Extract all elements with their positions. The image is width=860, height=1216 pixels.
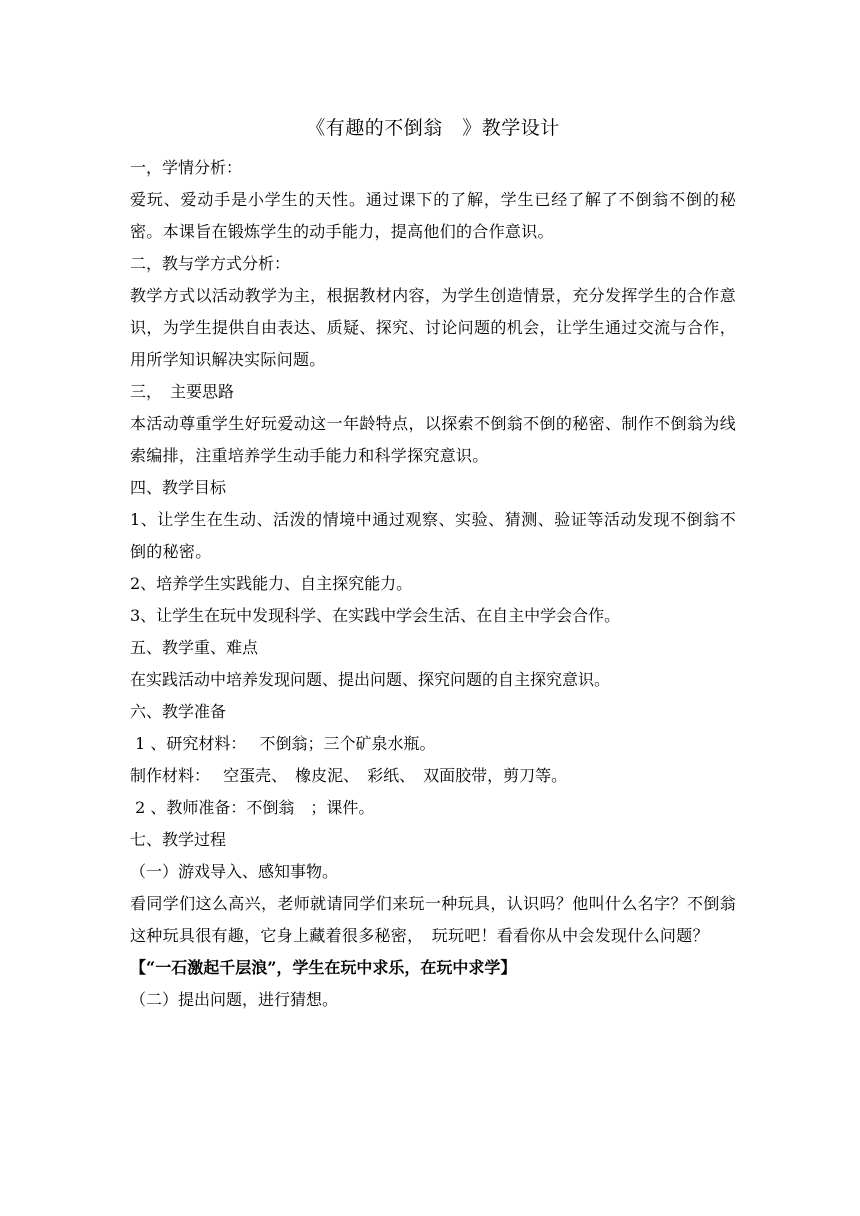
objective-item-3: 3、让学生在玩中发现科学、在实践中学会生活、在自主中学会合作。 <box>130 606 621 625</box>
process-note: 【“一石激起千层浪”，学生在玩中求乐，在玩中求学】 <box>130 958 517 977</box>
section-text-teaching-method: 教学方式以活动教学为主，根据教材内容，为学生创造情景，充分发挥学生的合作意识，为学生提供自由表达、质疑、探究、讨论问题的机会，让学生通过交流与合作，用所学知识解决实际问题。 <box>130 286 736 369</box>
process-subheading-2: （二）提出问题，进行猜想。 <box>130 990 339 1009</box>
section-heading-learning-analysis: 一，学情分析： <box>130 158 243 177</box>
section-heading-key-points: 五、教学重、难点 <box>130 638 259 657</box>
section-heading-preparation: 六、教学准备 <box>130 702 227 721</box>
section-text-learning-analysis: 爱玩、爱动手是小学生的天性。通过课下的了解，学生已经了解了不倒翁不倒的秘密。本课旨在锻炼学生的动手能力，提高他们的合作意识。 <box>130 190 736 241</box>
process-text-1: 看同学们这么高兴，老师就请同学们来玩一种玩具，认识吗？他叫什么名字？不倒翁这种玩具很有趣，它身上藏着很多秘密， 玩玩吧！看看你从中会发现什么问题？ <box>130 894 736 945</box>
section-heading-process: 七、教学过程 <box>130 830 227 849</box>
section-text-key-points: 在实践活动中培养发现问题、提出问题、探究问题的自主探究意识。 <box>130 670 611 689</box>
section-heading-main-idea: 三， 主要思路 <box>130 382 235 401</box>
process-subheading-1: （一）游戏导入、感知事物。 <box>130 862 339 881</box>
section-heading-teaching-method: 二，教与学方式分析： <box>130 254 291 273</box>
section-heading-objectives: 四、教学目标 <box>130 478 227 497</box>
preparation-item-materials: 制作材料： 空蛋壳、 橡皮泥、 彩纸、 双面胶带，剪刀等。 <box>130 766 568 785</box>
preparation-item-1: 1 、研究材料： 不倒翁；三个矿泉水瓶。 <box>130 734 436 753</box>
objective-item-2: 2、培养学生实践能力、自主探究能力。 <box>130 574 413 593</box>
section-text-main-idea: 本活动尊重学生好玩爱动这一年龄特点，以探索不倒翁不倒的秘密、制作不倒翁为线索编排，注重培养学生动手能力和科学探究意识。 <box>130 414 736 465</box>
objective-item-1: 1、让学生在生动、活泼的情境中通过观察、实验、猜测、验证等活动发现不倒翁不倒的秘密。 <box>130 510 736 561</box>
preparation-item-2: 2 、教师准备：不倒翁 ；课件。 <box>130 798 375 817</box>
document-title: 《有趣的不倒翁 》教学设计 <box>306 117 560 139</box>
document-page <box>130 112 736 1016</box>
